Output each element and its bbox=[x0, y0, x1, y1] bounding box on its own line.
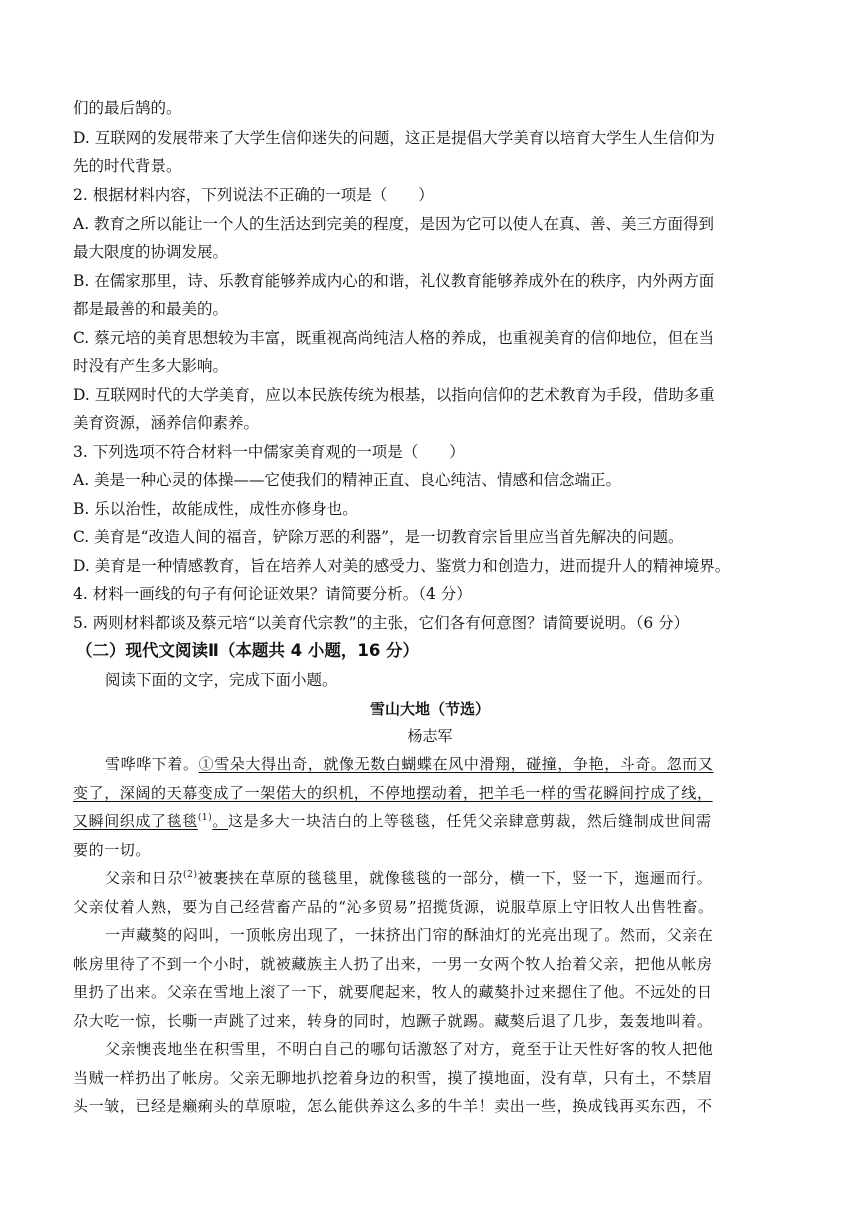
paragraph-3: 一声藏獒的闷叫，一顶帐房出现了，一抹挤出门帘的酥油灯的光亮出现了。然而，父亲在 bbox=[105, 926, 714, 944]
option-b-line: B. 乐以治性，故能成性，成性亦修身也。 bbox=[73, 500, 358, 518]
underlined-sentence: ①雪朵大得出奇，就像无数白蝴蝶在风中滑翔，碰撞，争艳，斗奇。忽而又 bbox=[198, 755, 714, 773]
paragraph-2 bbox=[105, 868, 712, 888]
text-span: 雪哗哗下着。 bbox=[105, 755, 199, 773]
footnote-marker: (1) bbox=[197, 813, 213, 823]
text-line: 都是最善的和最美的。 bbox=[73, 300, 229, 318]
paragraph-1 bbox=[105, 754, 713, 774]
story-title: 雪山大地（节选） bbox=[369, 700, 490, 718]
question-5: 5. 两则材料都谈及蔡元培“以美育代宗教”的主张，它们各有何意图？请简要说明。（6 分） bbox=[73, 614, 690, 632]
question-3: 3. 下列选项不符合材料一中儒家美育观的一项是（ ） bbox=[73, 443, 465, 461]
paragraph-1-line bbox=[73, 783, 713, 803]
text-line: 最大限度的协调发展。 bbox=[73, 243, 229, 261]
instruction: 阅读下面的文字，完成下面小题。 bbox=[105, 671, 338, 689]
option-a-line: A. 美是一种心灵的体操——它使我们的精神正直、良心纯洁、情感和信念端正。 bbox=[73, 471, 622, 489]
underlined-period: 。 bbox=[212, 812, 228, 830]
paragraph-1-line: 要的一切。 bbox=[73, 841, 152, 859]
text-line: 美育资源，涵养信仰素养。 bbox=[73, 414, 260, 432]
option-c-line: C. 美育是“改造人间的福音，铲除万恶的利器”，是一切教育宗旨里应当首先解决的问题。 bbox=[73, 528, 684, 546]
paragraph-4-line: 头一皱，已经是癞痢头的草原啦，怎么能供养这么多的牛羊！卖出一些，换成钱再买东西，不 bbox=[73, 1097, 713, 1115]
question-2: 2. 根据材料内容，下列说法不正确的一项是（ ） bbox=[73, 186, 434, 204]
paragraph-2-line: 父亲仗着人熟，要为自己经营畜产品的“沁多贸易”招揽货源，说服草原上守旧牧人出售牲畜。 bbox=[73, 898, 714, 916]
underlined-sentence: 又瞬间织成了毯毯 bbox=[73, 812, 198, 830]
paragraph-4-line: 当贼一样扔出了帐房。父亲无聊地扒挖着身边的积雪，摸了摸地面，没有草，只有土，不禁眉 bbox=[73, 1069, 713, 1087]
question-4: 4. 材料一画线的句子有何论证效果？请简要分析。（4 分） bbox=[73, 585, 472, 603]
text-span: 父亲和日尕 bbox=[105, 869, 184, 887]
option-d-line: D. 互联网时代的大学美育，应以本民族传统为根基，以指向信仰的艺术教育为手段，借助多重 bbox=[73, 386, 715, 404]
text-line: 先的时代背景。 bbox=[73, 157, 182, 175]
option-a-line: A. 教育之所以能让一个人的生活达到完美的程度，是因为它可以使人在真、善、美三方面得到 bbox=[73, 215, 715, 233]
text-line: 时没有产生多大影响。 bbox=[73, 357, 229, 375]
paragraph-3-line: 尕大吃一惊，长嘶一声跳了过来，转身的同时，尥蹶子就踢。藏獒后退了几步，轰轰地叫着。 bbox=[73, 1012, 713, 1030]
text-span: 这是多大一块洁白的上等毯毯，任凭父亲肆意剪裁，然后缝制成世间需 bbox=[227, 812, 712, 830]
text-line: 们的最后鹄的。 bbox=[73, 99, 182, 117]
footnote-marker: (2) bbox=[183, 870, 198, 880]
option-d-line: D. 互联网的发展带来了大学生信仰迷失的问题，这正是提倡大学美育以培育大学生人生信仰为 bbox=[73, 129, 715, 147]
section-header: （二）现代文阅读Ⅱ（本题共 4 小题，16 分） bbox=[76, 641, 420, 660]
paragraph-1-line bbox=[73, 811, 712, 831]
paragraph-3-line: 里扔了出来。父亲在雪地上滚了一下，就要爬起来，牧人的藏獒扑过来摁住了他。不远处的日 bbox=[73, 983, 713, 1001]
option-c-line: C. 蔡元培的美育思想较为丰富，既重视高尚纯洁人格的养成，也重视美育的信仰地位，但在当 bbox=[73, 329, 715, 347]
paragraph-3-line: 帐房里待了不到一个小时，就被藏族主人扔了出来，一男一女两个牧人抬着父亲，把他从帐房 bbox=[73, 955, 713, 973]
text-span: 被裹挟在草原的毯毯里，就像毯毯的一部分，横一下，竖一下，迤逦而行。 bbox=[197, 869, 713, 887]
underlined-sentence: 变了，深阔的天幕变成了一架偌大的织机，不停地摆动着，把羊毛一样的雪花瞬间拧成了线， bbox=[73, 784, 713, 802]
story-author: 杨志军 bbox=[407, 727, 453, 745]
paragraph-4: 父亲懊丧地坐在积雪里，不明白自己的哪句话激怒了对方，竟至于让天性好客的牧人把他 bbox=[105, 1040, 714, 1058]
option-b-line: B. 在儒家那里，诗、乐教育能够养成内心的和谐，礼仪教育能够养成外在的秩序，内外两方面 bbox=[73, 272, 715, 290]
option-d-line: D. 美育是一种情感教育，旨在培养人对美的感受力、鉴赏力和创造力，进而提升人的精神境界。 bbox=[73, 557, 731, 575]
